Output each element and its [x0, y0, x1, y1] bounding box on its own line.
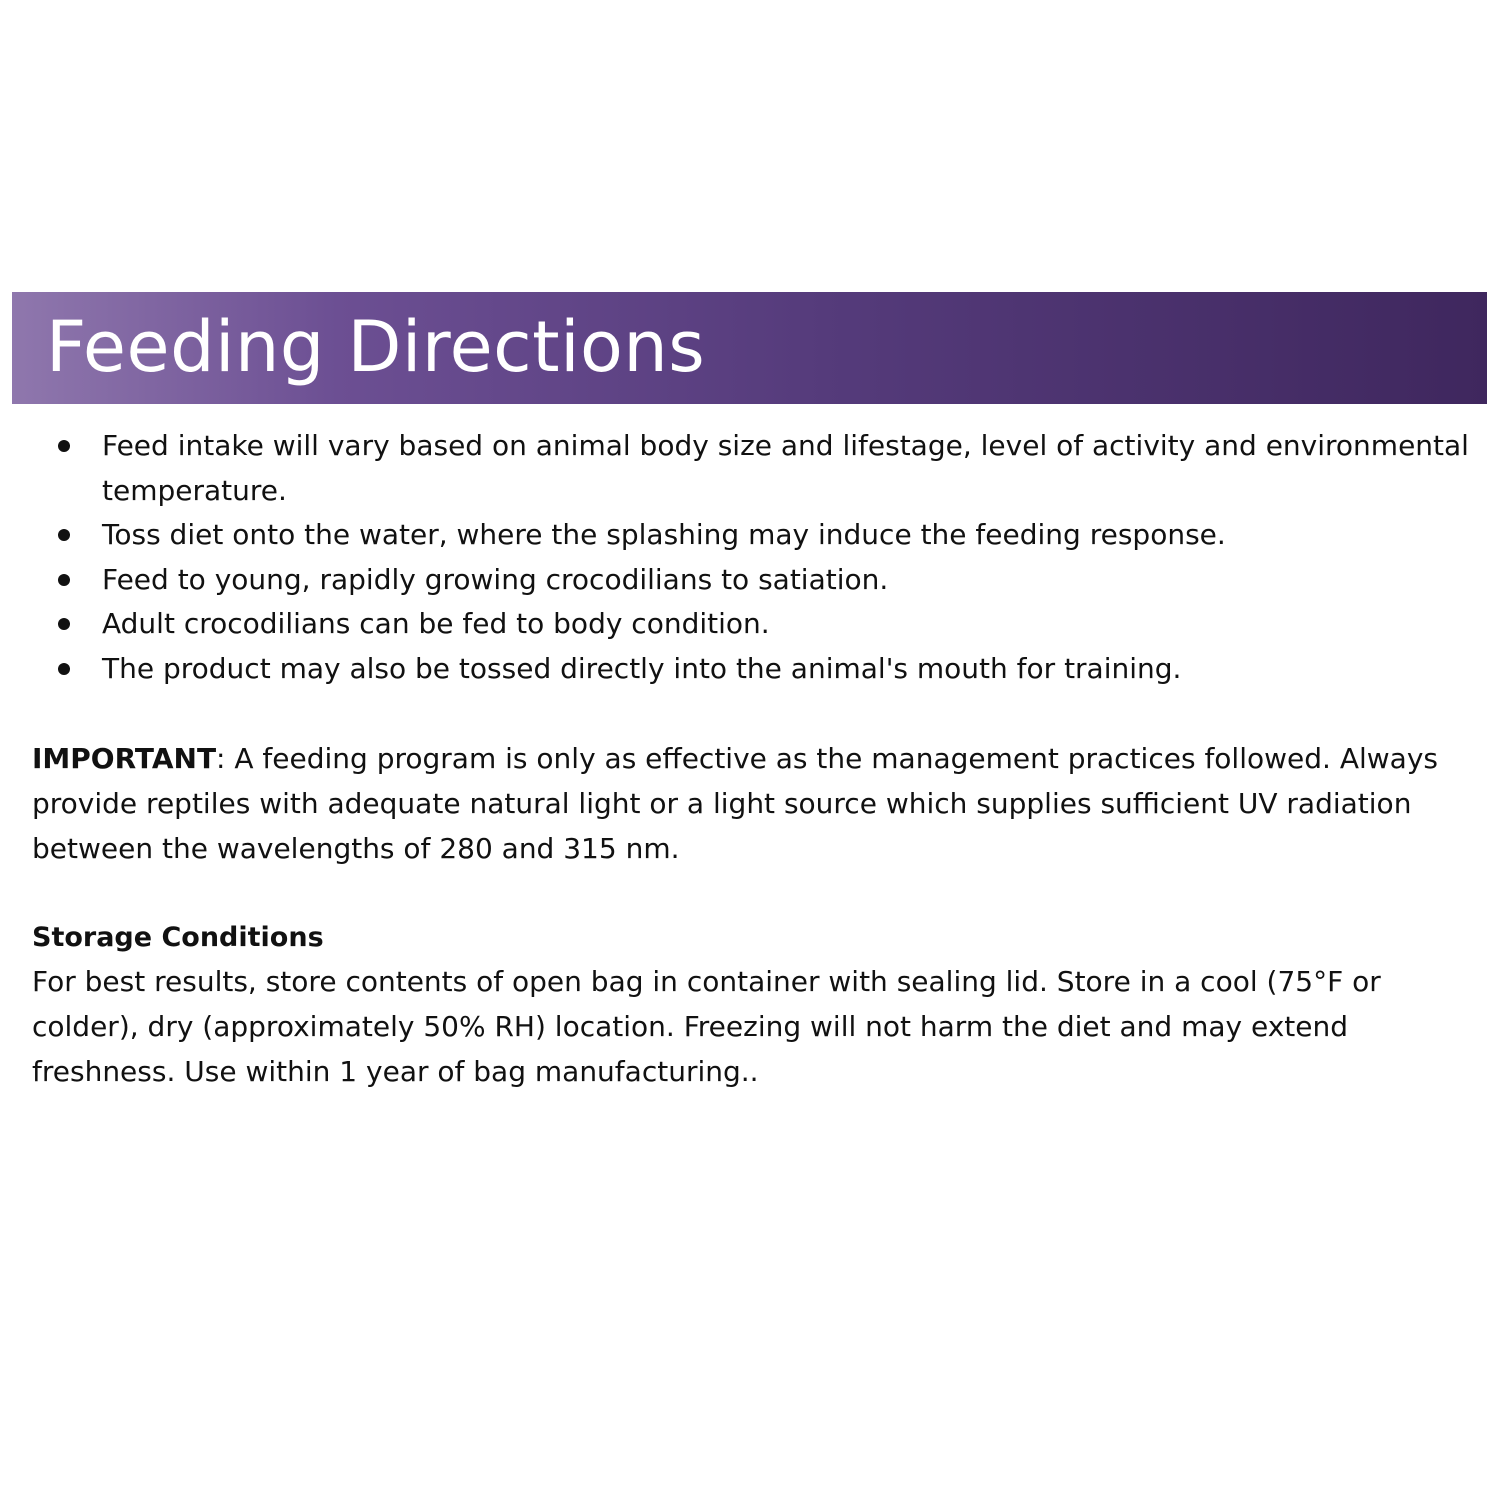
list-item	[30, 647, 1470, 692]
bullet-icon	[58, 574, 70, 586]
list-item	[30, 602, 1470, 647]
list-item	[30, 558, 1470, 603]
bullet-icon	[58, 663, 70, 675]
important-text: : A feeding program is only as effective as the management practices followed. Always provide reptiles with adequate natural light or a light source which supplies sufficient UV radiation between the wavelengths of 280 and 315 nm.	[32, 742, 1438, 865]
list-item-text: Adult crocodilians can be fed to body condition.	[102, 607, 770, 640]
title-banner	[12, 292, 1487, 404]
bullet-icon	[58, 529, 70, 541]
storage-heading: Storage Conditions	[32, 922, 324, 953]
list-item-text: Toss diet onto the water, where the splashing may induce the feeding response.	[102, 518, 1226, 551]
feeding-directions-list	[30, 424, 1470, 691]
storage-text: For best results, store contents of open bag in container with sealing lid. Store in a cool (75°F or colder), dry (approximately 50% RH) location. Freezing will not harm the diet and may extend freshness. Use within 1 year of bag manufacturing..	[32, 965, 1381, 1088]
important-label: IMPORTANT	[32, 742, 217, 775]
list-item	[30, 424, 1470, 513]
list-item-text: Feed to young, rapidly growing crocodilians to satiation.	[102, 562, 889, 596]
bullet-icon	[58, 618, 70, 630]
list-item-text: Feed intake will vary based on animal body size and lifestage, level of activity and environmental temperature.	[102, 429, 1469, 507]
bullet-icon	[58, 440, 70, 452]
important-note	[32, 736, 1472, 871]
list-item	[30, 513, 1470, 558]
list-item-text: The product may also be tossed directly into the animal's mouth for training.	[102, 651, 1182, 685]
page-title: Feeding Directions	[46, 306, 706, 388]
